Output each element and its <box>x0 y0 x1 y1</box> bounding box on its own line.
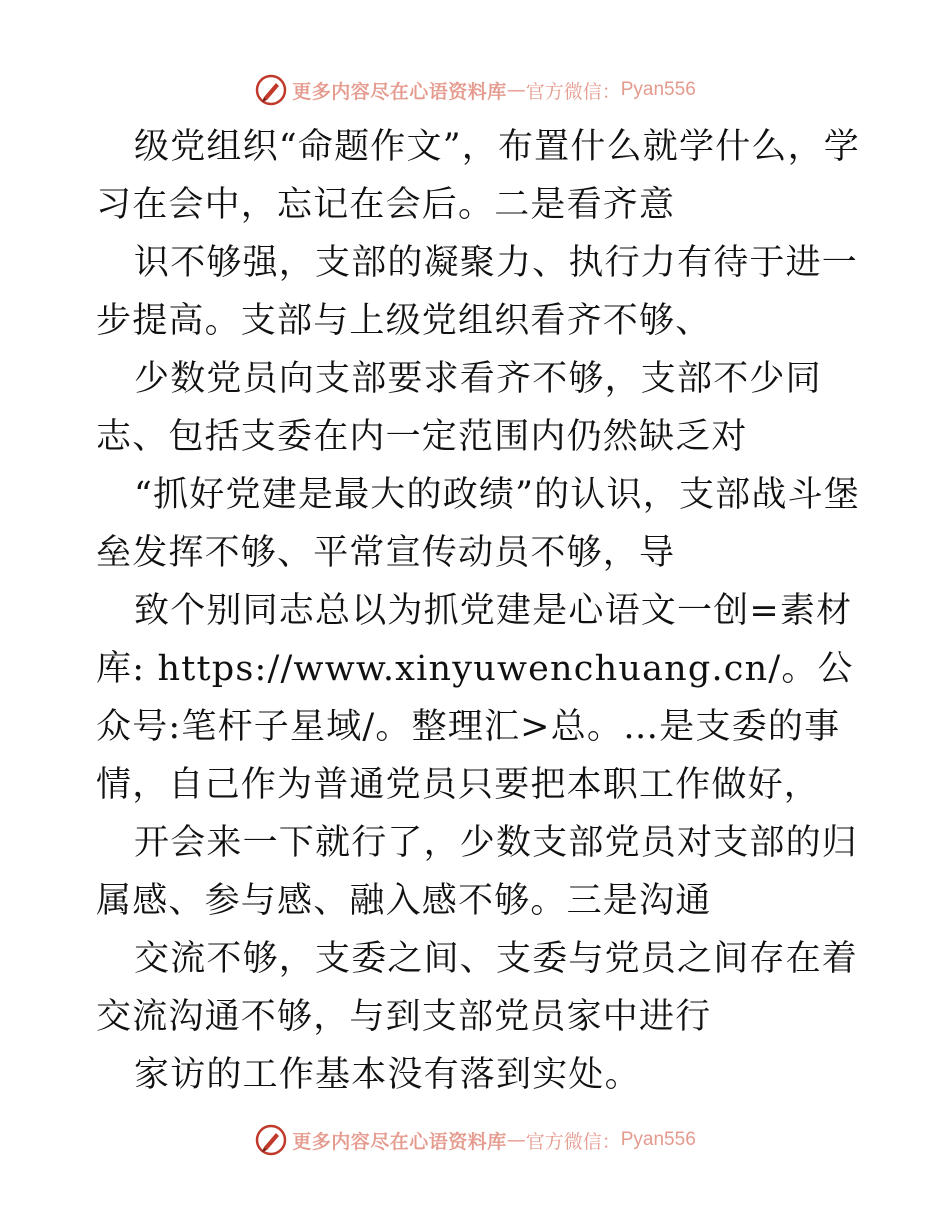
banner-wechat-id: Pyan556 <box>620 79 696 100</box>
banner-title: 更多内容尽在心语资料库 <box>292 1130 507 1153</box>
paragraph: 级党组织“命题作文”，布置什么就学什么，学习在会中，忘记在会后。二是看齐意 <box>96 127 860 225</box>
banner-separator: — <box>506 79 526 101</box>
paragraph: 家访的工作基本没有落到实处。 <box>134 1055 641 1095</box>
banner-title: 更多内容尽在心语资料库 <box>292 80 507 103</box>
paragraph: 致个别同志总以为抓党建是心语文一创=素材库: https://www.xinyuwenchuang.cn/。公众号:笔杆子星域/。整理汇>总。…是支委的事情，自己作为普通党员只要把本职工作做好， <box>96 591 854 805</box>
pen-logo-icon <box>254 73 288 107</box>
paragraph: “抓好党建是最大的政绩”的认识，支部战斗堡垒发挥不够、平常宣传动员不够，导 <box>96 475 860 573</box>
paragraph: 少数党员向支部要求看齐不够，支部不少同志、包括支委在内一定范围内仍然缺乏对 <box>96 359 822 457</box>
paragraph: 识不够强，支部的凝聚力、执行力有待于进一步提高。支部与上级党组织看齐不够、 <box>96 243 859 341</box>
banner-wechat-label: 官方微信： <box>525 80 621 103</box>
pen-logo-icon <box>254 1123 288 1157</box>
footer-banner <box>0 1120 950 1160</box>
header-banner <box>0 70 950 110</box>
banner-wechat-label: 官方微信： <box>525 1130 621 1153</box>
paragraph: 开会来一下就行了，少数支部党员对支部的归属感、参与感、融入感不够。三是沟通 <box>96 823 859 921</box>
paragraph: 交流不够，支委之间、支委与党员之间存在着交流沟通不够，与到支部党员家中进行 <box>96 939 859 1037</box>
document-body <box>96 118 866 1104</box>
banner-wechat-id: Pyan556 <box>620 1129 696 1150</box>
banner-separator: — <box>506 1129 526 1151</box>
